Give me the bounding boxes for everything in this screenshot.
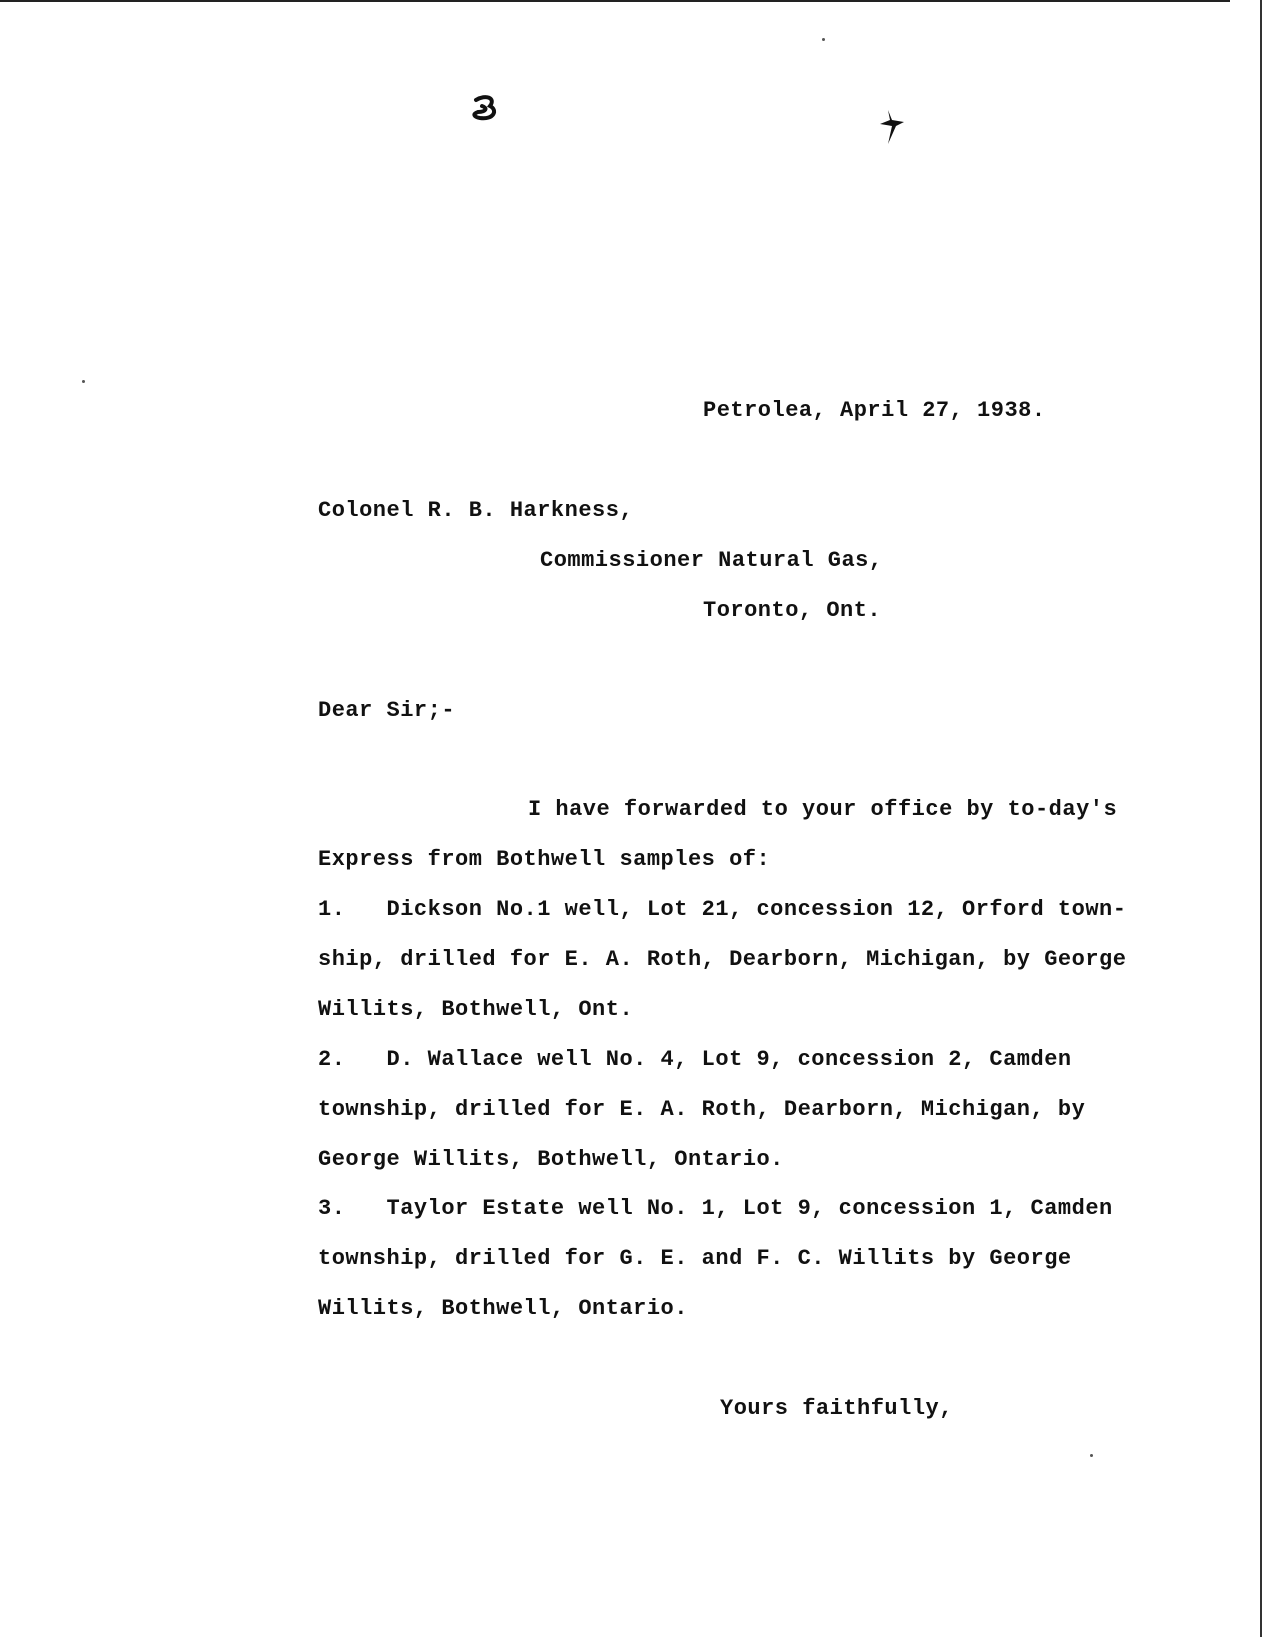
scan-speck xyxy=(82,380,85,383)
list-item-3-line: township, drilled for G. E. and F. C. Willits by George xyxy=(318,1246,1072,1271)
list-item-2-line: township, drilled for E. A. Roth, Dearborn, Michigan, by xyxy=(318,1097,1086,1122)
scan-right-edge xyxy=(1260,0,1262,1637)
recipient-name: Colonel R. B. Harkness, xyxy=(318,498,634,523)
scan-top-edge xyxy=(0,0,1230,2)
ink-mark-left xyxy=(468,92,504,126)
scan-speck xyxy=(1090,1454,1093,1457)
salutation: Dear Sir;- xyxy=(318,698,456,723)
body-line: I have forwarded to your office by to-day's xyxy=(528,797,1118,822)
ink-mark-right xyxy=(876,108,906,148)
recipient-city: Toronto, Ont. xyxy=(703,598,882,623)
list-item-3-line: 3. Taylor Estate well No. 1, Lot 9, concession 1, Camden xyxy=(318,1196,1113,1221)
list-item-2-line: 2. D. Wallace well No. 4, Lot 9, concession 2, Camden xyxy=(318,1047,1072,1072)
closing: Yours faithfully, xyxy=(720,1396,953,1421)
list-item-3-line: Willits, Bothwell, Ontario. xyxy=(318,1296,688,1321)
scan-speck xyxy=(822,38,825,41)
recipient-title: Commissioner Natural Gas, xyxy=(540,548,883,573)
body-line: Express from Bothwell samples of: xyxy=(318,847,771,872)
list-item-1-line: ship, drilled for E. A. Roth, Dearborn, Michigan, by George xyxy=(318,947,1127,972)
list-item-1-line: 1. Dickson No.1 well, Lot 21, concession 12, Orford town- xyxy=(318,897,1127,922)
list-item-2-line: George Willits, Bothwell, Ontario. xyxy=(318,1147,784,1172)
place-date: Petrolea, April 27, 1938. xyxy=(703,398,1046,423)
list-item-1-line: Willits, Bothwell, Ont. xyxy=(318,997,634,1022)
